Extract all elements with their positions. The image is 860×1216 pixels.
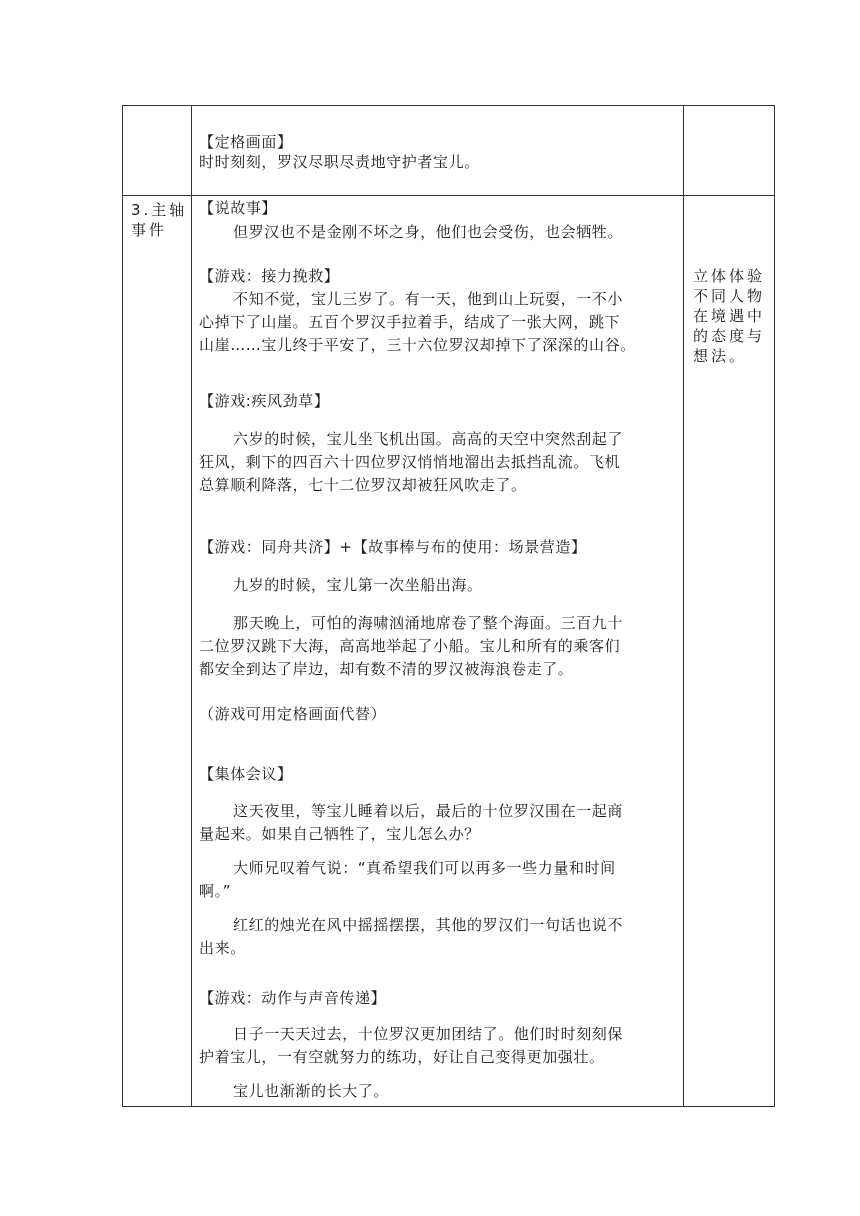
purpose-line-4: 的态度与 bbox=[693, 327, 766, 345]
meeting-line-6: 出来。 bbox=[199, 939, 246, 957]
gale-line-2: 狂风，剩下的四百六十四位罗汉悄悄地溜出去抵挡乱流。飞机 bbox=[199, 453, 621, 471]
section-heading-storytelling: 【说故事】 bbox=[199, 199, 278, 217]
same-boat-line-2: 二位罗汉跳下大海，高高地举起了小船。宝儿和所有的乘客们 bbox=[199, 637, 621, 655]
column-divider-1 bbox=[191, 106, 192, 1106]
relay-rescue-line-3: 山崖……宝儿终于平安了，三十六位罗汉却掉下了深深的山谷。 bbox=[199, 336, 636, 354]
meeting-line-1: 这天夜里，等宝儿睡着以后，最后的十位罗汉围在一起商 bbox=[233, 802, 624, 820]
gale-line-3: 总算顺利降落，七十二位罗汉却被狂风吹走了。 bbox=[199, 476, 527, 494]
section-heading-same-boat: 【游戏：同舟共济】+【故事棒与布的使用：场景营造】 bbox=[199, 538, 587, 556]
relay-rescue-line-1: 不知不觉，宝儿三岁了。有一天，他到山上玩耍，一不小 bbox=[233, 290, 624, 308]
row2-label bbox=[131, 200, 191, 240]
action-sound-line-1: 日子一天天过去，十位罗汉更加团结了。他们时时刻刻保 bbox=[233, 1025, 624, 1043]
section-heading-relay-rescue: 【游戏：接力挽救】 bbox=[199, 267, 340, 285]
purpose-line-5: 想法。 bbox=[693, 347, 748, 365]
row2-label-line-1: 3.主轴 bbox=[131, 201, 188, 219]
meeting-line-5: 红红的烛光在风中摇摇摆摆，其他的罗汉们一句话也说不 bbox=[233, 916, 624, 934]
meeting-line-4: 啊。” bbox=[199, 882, 232, 900]
row1-text: 时时刻刻，罗汉尽职尽责地守护者宝儿。 bbox=[199, 153, 480, 171]
same-boat-intro: 九岁的时候，宝儿第一次坐船出海。 bbox=[233, 576, 483, 594]
game-note: （游戏可用定格画面代替） bbox=[199, 705, 387, 723]
row2-label-line-2: 事件 bbox=[131, 221, 168, 239]
lesson-table bbox=[122, 105, 775, 1107]
section-heading-gale: 【游戏:疾风劲草】 bbox=[199, 392, 330, 410]
same-boat-line-1: 那天晚上，可怕的海啸汹涌地席卷了整个海面。三百九十 bbox=[233, 614, 624, 632]
section-heading-action-sound: 【游戏：动作与声音传递】 bbox=[199, 989, 387, 1007]
action-sound-line-3: 宝儿也渐渐的长大了。 bbox=[233, 1082, 390, 1100]
meeting-line-2: 量起来。如果自己牺牲了，宝儿怎么办？ bbox=[199, 825, 480, 843]
column-divider-2 bbox=[683, 106, 684, 1106]
meeting-line-3: 大师兄叹着气说：“真希望我们可以再多一些力量和时间 bbox=[233, 859, 616, 877]
row1-heading: 【定格画面】 bbox=[199, 133, 293, 151]
gale-line-1: 六岁的时候，宝儿坐飞机出国。高高的天空中突然刮起了 bbox=[233, 430, 624, 448]
storytelling-paragraph: 但罗汉也不是金刚不坏之身，他们也会受伤，也会牺牲。 bbox=[233, 223, 624, 241]
purpose-line-3: 在境遇中 bbox=[693, 307, 766, 325]
row-divider bbox=[123, 195, 774, 196]
purpose-line-1: 立体体验 bbox=[693, 267, 766, 285]
same-boat-line-3: 都安全到达了岸边，却有数不清的罗汉被海浪卷走了。 bbox=[199, 660, 574, 678]
action-sound-line-2: 护着宝儿，一有空就努力的练功，好让自己变得更加强壮。 bbox=[199, 1048, 605, 1066]
purpose-line-2: 不同人物 bbox=[693, 287, 766, 305]
row2-purpose bbox=[693, 266, 769, 366]
section-heading-group-meeting: 【集体会议】 bbox=[199, 765, 293, 783]
relay-rescue-line-2: 心掉下了山崖。五百个罗汉手拉着手，结成了一张大网，跳下 bbox=[199, 313, 621, 331]
